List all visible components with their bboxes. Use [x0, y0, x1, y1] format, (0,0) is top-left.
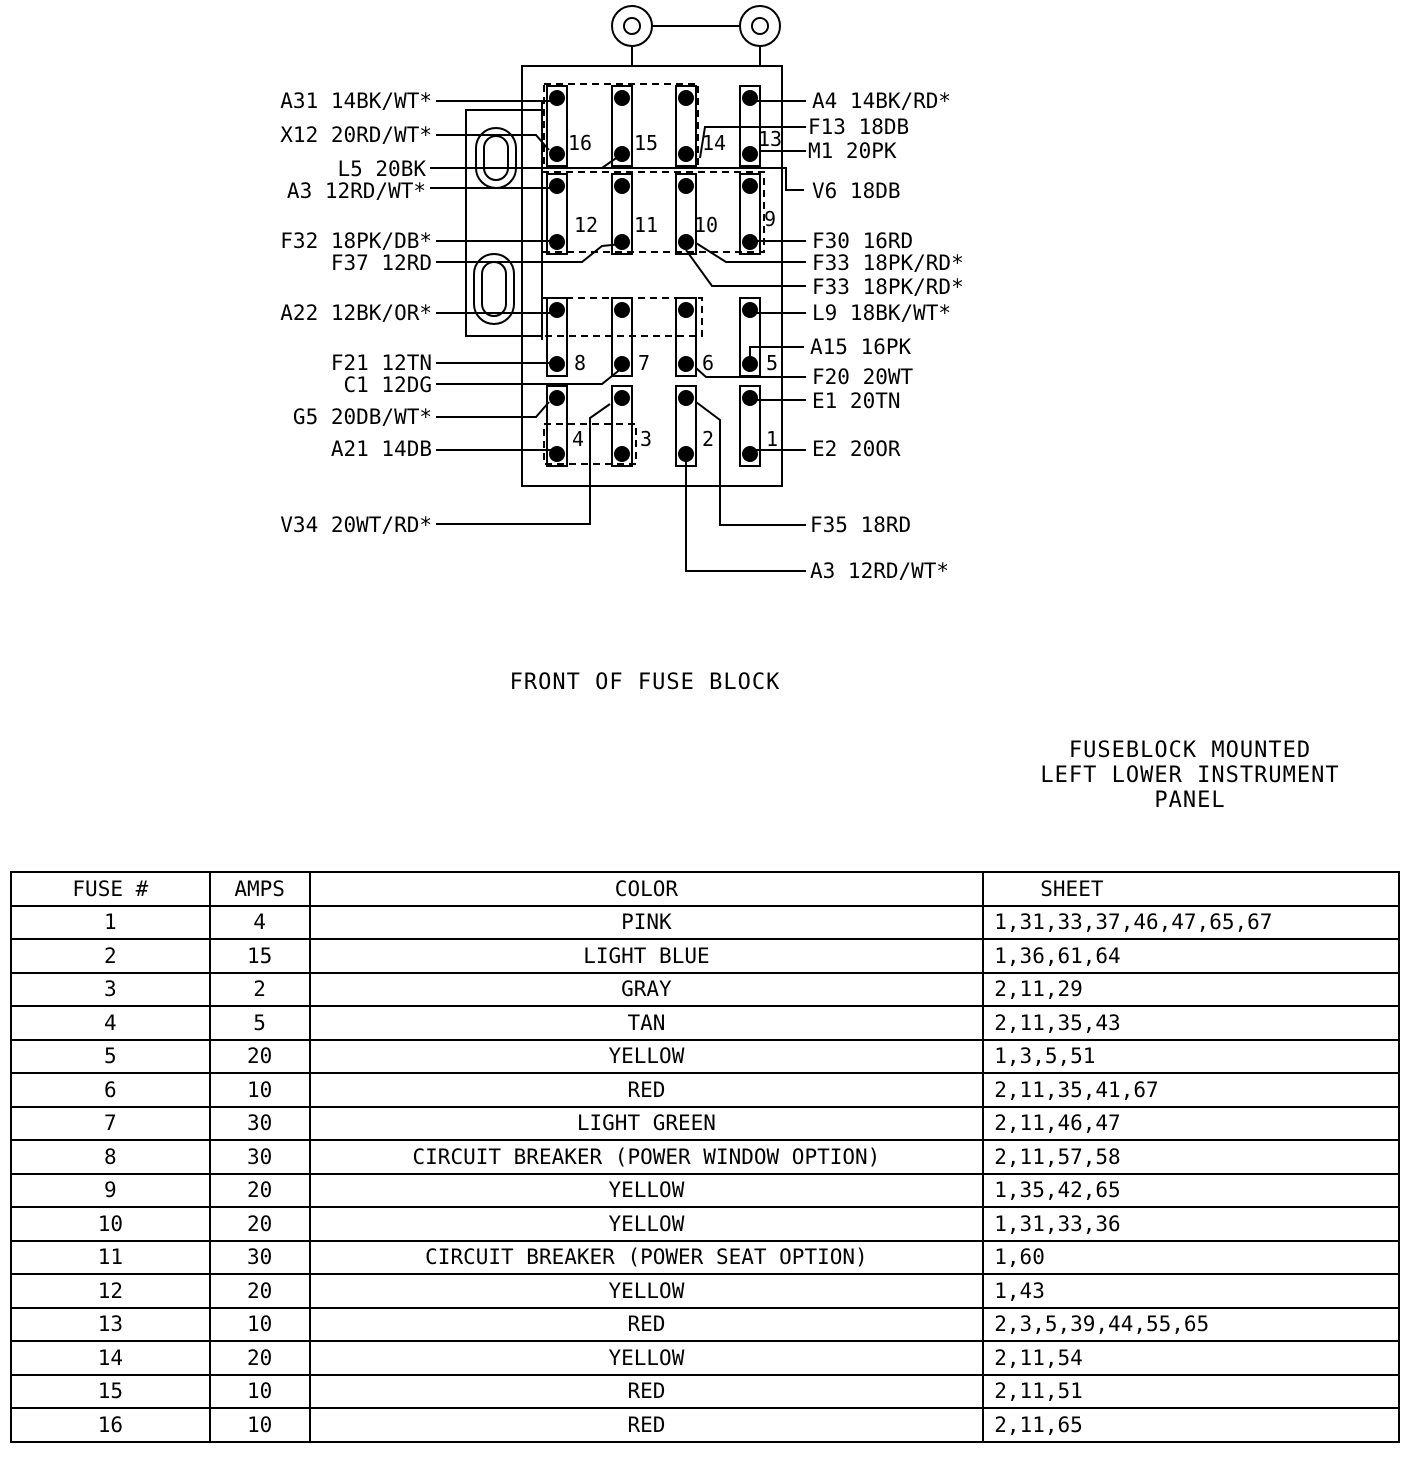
front-of-fuse-block-caption: FRONT OF FUSE BLOCK [509, 670, 781, 695]
amps-cell: 20 [210, 1341, 310, 1375]
color-cell: YELLOW [310, 1040, 984, 1074]
fuse-11 [612, 174, 632, 254]
fuse-number-cell: 13 [11, 1308, 210, 1342]
fuse-number-cell: 12 [11, 1274, 210, 1308]
sheet-cell: 2,11,51 [983, 1375, 1399, 1409]
amps-cell: 20 [210, 1174, 310, 1208]
table-row [11, 906, 1399, 940]
wire-l5 [430, 154, 622, 168]
table-row [11, 1274, 1399, 1308]
fuse-number-10: 10 [694, 213, 719, 237]
table-row [11, 1140, 1399, 1174]
fuse-number-cell: 4 [11, 1006, 210, 1040]
wire-f33-b [686, 250, 806, 286]
amps-cell: 15 [210, 939, 310, 973]
fuse-10-terminal-bottom [678, 234, 694, 250]
fuse-number-cell: 14 [11, 1341, 210, 1375]
fuse-number-cell: 3 [11, 973, 210, 1007]
color-cell: RED [310, 1375, 984, 1409]
amps-cell: 30 [210, 1107, 310, 1141]
fuse-number-15: 15 [634, 131, 659, 155]
color-cell: TAN [310, 1006, 984, 1040]
fuse-4-terminal-top [549, 390, 565, 406]
wire-label-a15: A15 16PK [810, 335, 912, 359]
amps-cell: 4 [210, 906, 310, 940]
table-row [11, 1107, 1399, 1141]
fuse-8-terminal-top [549, 302, 565, 318]
fuse-number-cell: 6 [11, 1073, 210, 1107]
header-color: COLOR [310, 872, 984, 906]
wire-label-f21: F21 12TN [330, 351, 432, 375]
sheet-cell: 1,35,42,65 [983, 1174, 1399, 1208]
fuse-1 [740, 386, 760, 466]
fuse-16 [547, 86, 567, 166]
amps-cell: 10 [210, 1375, 310, 1409]
fuse-number-4: 4 [572, 427, 585, 451]
fuse-number-cell: 10 [11, 1207, 210, 1241]
fuse-number-cell: 5 [11, 1040, 210, 1074]
table-row [11, 1241, 1399, 1275]
fuse-number-cell: 11 [11, 1241, 210, 1275]
fuse-12-terminal-top [549, 178, 565, 194]
fuse-13-terminal-bottom [742, 146, 758, 162]
sheet-cell: 1,31,33,36 [983, 1207, 1399, 1241]
sheet-cell: 1,43 [983, 1274, 1399, 1308]
amps-cell: 20 [210, 1040, 310, 1074]
table-row [11, 1341, 1399, 1375]
fuse-number-cell: 15 [11, 1375, 210, 1409]
table-row [11, 1006, 1399, 1040]
sheet-cell: 2,11,57,58 [983, 1140, 1399, 1174]
fuse-number-cell: 8 [11, 1140, 210, 1174]
wire-f35 [696, 402, 806, 525]
color-cell: YELLOW [310, 1207, 984, 1241]
sheet-cell: 2,11,35,43 [983, 1006, 1399, 1040]
wire-label-f32: F32 18PK/DB* [280, 229, 432, 253]
fuse-1-terminal-top [742, 390, 758, 406]
fuse-13-terminal-top [742, 90, 758, 106]
fuse-number-5: 5 [766, 351, 779, 375]
wire-label-v6: V6 18DB [812, 179, 901, 203]
amps-cell: 2 [210, 973, 310, 1007]
fuse-2-terminal-top [678, 390, 694, 406]
fuse-number-1: 1 [766, 427, 779, 451]
table-row [11, 1207, 1399, 1241]
color-cell: GRAY [310, 973, 984, 1007]
sheet-cell: 1,31,33,37,46,47,65,67 [983, 906, 1399, 940]
sheet-cell: 1,3,5,51 [983, 1040, 1399, 1074]
fuse-block-diagram [0, 0, 1424, 640]
sheet-cell: 2,3,5,39,44,55,65 [983, 1308, 1399, 1342]
table-row [11, 1174, 1399, 1208]
wire-label-f35: F35 18RD [810, 513, 912, 537]
fuse-10 [676, 174, 696, 254]
table-row [11, 939, 1399, 973]
fuse-1-terminal-bottom [742, 446, 758, 462]
wire-label-a31: A31 14BK/WT* [280, 89, 432, 113]
fuse-11-terminal-top [614, 178, 630, 194]
wire-label-f37: F37 12RD [330, 251, 432, 275]
fuse-7-terminal-top [614, 302, 630, 318]
header-fuse-number: FUSE # [11, 872, 210, 906]
fuse-number-14: 14 [702, 131, 727, 155]
fuse-14 [676, 86, 696, 166]
color-cell: YELLOW [310, 1274, 984, 1308]
table-row [11, 1073, 1399, 1107]
mount-note-line-1: FUSEBLOCK MOUNTED [1068, 738, 1312, 763]
fuse-5 [740, 298, 760, 376]
wire-label-f33-a: F33 18PK/RD* [812, 251, 964, 275]
header-amps: AMPS [210, 872, 310, 906]
mount-note-line-3: PANEL [1154, 788, 1226, 813]
wire-label-c1: C1 12DG [343, 373, 432, 397]
sheet-cell: 2,11,54 [983, 1341, 1399, 1375]
color-cell: RED [310, 1408, 984, 1442]
table-row [11, 1408, 1399, 1442]
wire-c1 [436, 368, 622, 384]
right-wire-labels [808, 89, 964, 583]
wire-label-a4: A4 14BK/RD* [812, 89, 952, 113]
amps-cell: 20 [210, 1207, 310, 1241]
wire-label-g5: G5 20DB/WT* [292, 405, 432, 429]
amps-cell: 10 [210, 1073, 310, 1107]
wire-f37 [436, 244, 622, 262]
sheet-cell: 1,36,61,64 [983, 939, 1399, 973]
fuse-number-cell: 1 [11, 906, 210, 940]
fuse-number-13: 13 [758, 127, 783, 151]
wire-label-f13: F13 18DB [808, 115, 910, 139]
fuse-number-7: 7 [638, 351, 651, 375]
color-cell: CIRCUIT BREAKER (POWER SEAT OPTION) [310, 1241, 984, 1275]
fuse-number-cell: 9 [11, 1174, 210, 1208]
fuse-4-terminal-bottom [549, 446, 565, 462]
fuse-number-cell: 7 [11, 1107, 210, 1141]
wire-label-a3-left: A3 12RD/WT* [286, 179, 426, 203]
fuse-number-cell: 2 [11, 939, 210, 973]
wire-label-x12: X12 20RD/WT* [280, 123, 432, 147]
wire-label-f30: F30 16RD [812, 229, 914, 253]
fuse-3-terminal-top [614, 390, 630, 406]
table-row [11, 973, 1399, 1007]
wire-label-f20: F20 20WT [812, 365, 914, 389]
fuse-6-terminal-bottom [678, 356, 694, 372]
fuse-6-terminal-top [678, 302, 694, 318]
fuse-14-terminal-top [678, 90, 694, 106]
fuse-14-terminal-bottom [678, 146, 694, 162]
mounting-location-note [1000, 738, 1380, 813]
fuse-16-terminal-top [549, 90, 565, 106]
fuse-number-16: 16 [568, 131, 593, 155]
fuse-number-12: 12 [574, 213, 599, 237]
fuse-9-terminal-top [742, 178, 758, 194]
table-row [11, 1308, 1399, 1342]
amps-cell: 10 [210, 1408, 310, 1442]
wire-label-l5: L5 20BK [337, 157, 426, 181]
wire-a3-right [686, 454, 806, 571]
amps-cell: 30 [210, 1140, 310, 1174]
sheet-cell: 2,11,65 [983, 1408, 1399, 1442]
fuse-16-terminal-bottom [549, 146, 565, 162]
color-cell: YELLOW [310, 1174, 984, 1208]
fuse-number-2: 2 [702, 427, 715, 451]
fuse-11-terminal-bottom [614, 234, 630, 250]
fuse-number-3: 3 [640, 427, 653, 451]
amps-cell: 30 [210, 1241, 310, 1275]
color-cell: CIRCUIT BREAKER (POWER WINDOW OPTION) [310, 1140, 984, 1174]
color-cell: RED [310, 1073, 984, 1107]
table-row [11, 1375, 1399, 1409]
color-cell: RED [310, 1308, 984, 1342]
mounting-stud-left [612, 6, 652, 66]
mount-note-line-2: LEFT LOWER INSTRUMENT [1040, 763, 1340, 788]
wire-label-a22: A22 12BK/OR* [280, 301, 432, 325]
sheet-cell: 2,11,46,47 [983, 1107, 1399, 1141]
fuse-7-terminal-bottom [614, 356, 630, 372]
fuse-3 [612, 386, 632, 466]
fuse-5-terminal-top [742, 302, 758, 318]
wire-label-v34: V34 20WT/RD* [280, 513, 432, 537]
table-row [11, 1040, 1399, 1074]
left-wire-labels [280, 89, 432, 537]
wire-label-e2: E2 20OR [812, 437, 901, 461]
sheet-cell: 2,11,35,41,67 [983, 1073, 1399, 1107]
wire-label-m1: M1 20PK [808, 139, 897, 163]
fuse-number-11: 11 [634, 213, 659, 237]
fuse-number-9: 9 [764, 207, 777, 231]
wire-label-e1: E1 20TN [812, 389, 901, 413]
header-sheet: SHEET [983, 872, 1399, 906]
sheet-cell: 1,60 [983, 1241, 1399, 1275]
amps-cell: 5 [210, 1006, 310, 1040]
wire-label-f33-b: F33 18PK/RD* [812, 275, 964, 299]
wire-g5 [436, 402, 549, 417]
fuse-number-cell: 16 [11, 1408, 210, 1442]
mounting-stud-right [740, 6, 780, 66]
wire-label-l9: L9 18BK/WT* [812, 301, 952, 325]
amps-cell: 20 [210, 1274, 310, 1308]
fuse-10-terminal-top [678, 178, 694, 194]
fuse-number-6: 6 [702, 351, 715, 375]
fuse-15-terminal-top [614, 90, 630, 106]
color-cell: LIGHT GREEN [310, 1107, 984, 1141]
fuse-number-8: 8 [574, 351, 587, 375]
amps-cell: 10 [210, 1308, 310, 1342]
color-cell: LIGHT BLUE [310, 939, 984, 973]
color-cell: PINK [310, 906, 984, 940]
fuse-4 [547, 386, 567, 466]
fuse-table-header [11, 872, 1399, 906]
fuse-3-terminal-bottom [614, 446, 630, 462]
sheet-cell: 2,11,29 [983, 973, 1399, 1007]
wire-label-a3-right: A3 12RD/WT* [810, 559, 950, 583]
color-cell: YELLOW [310, 1341, 984, 1375]
fuse-table [10, 871, 1400, 1443]
wire-label-a21: A21 14DB [330, 437, 432, 461]
